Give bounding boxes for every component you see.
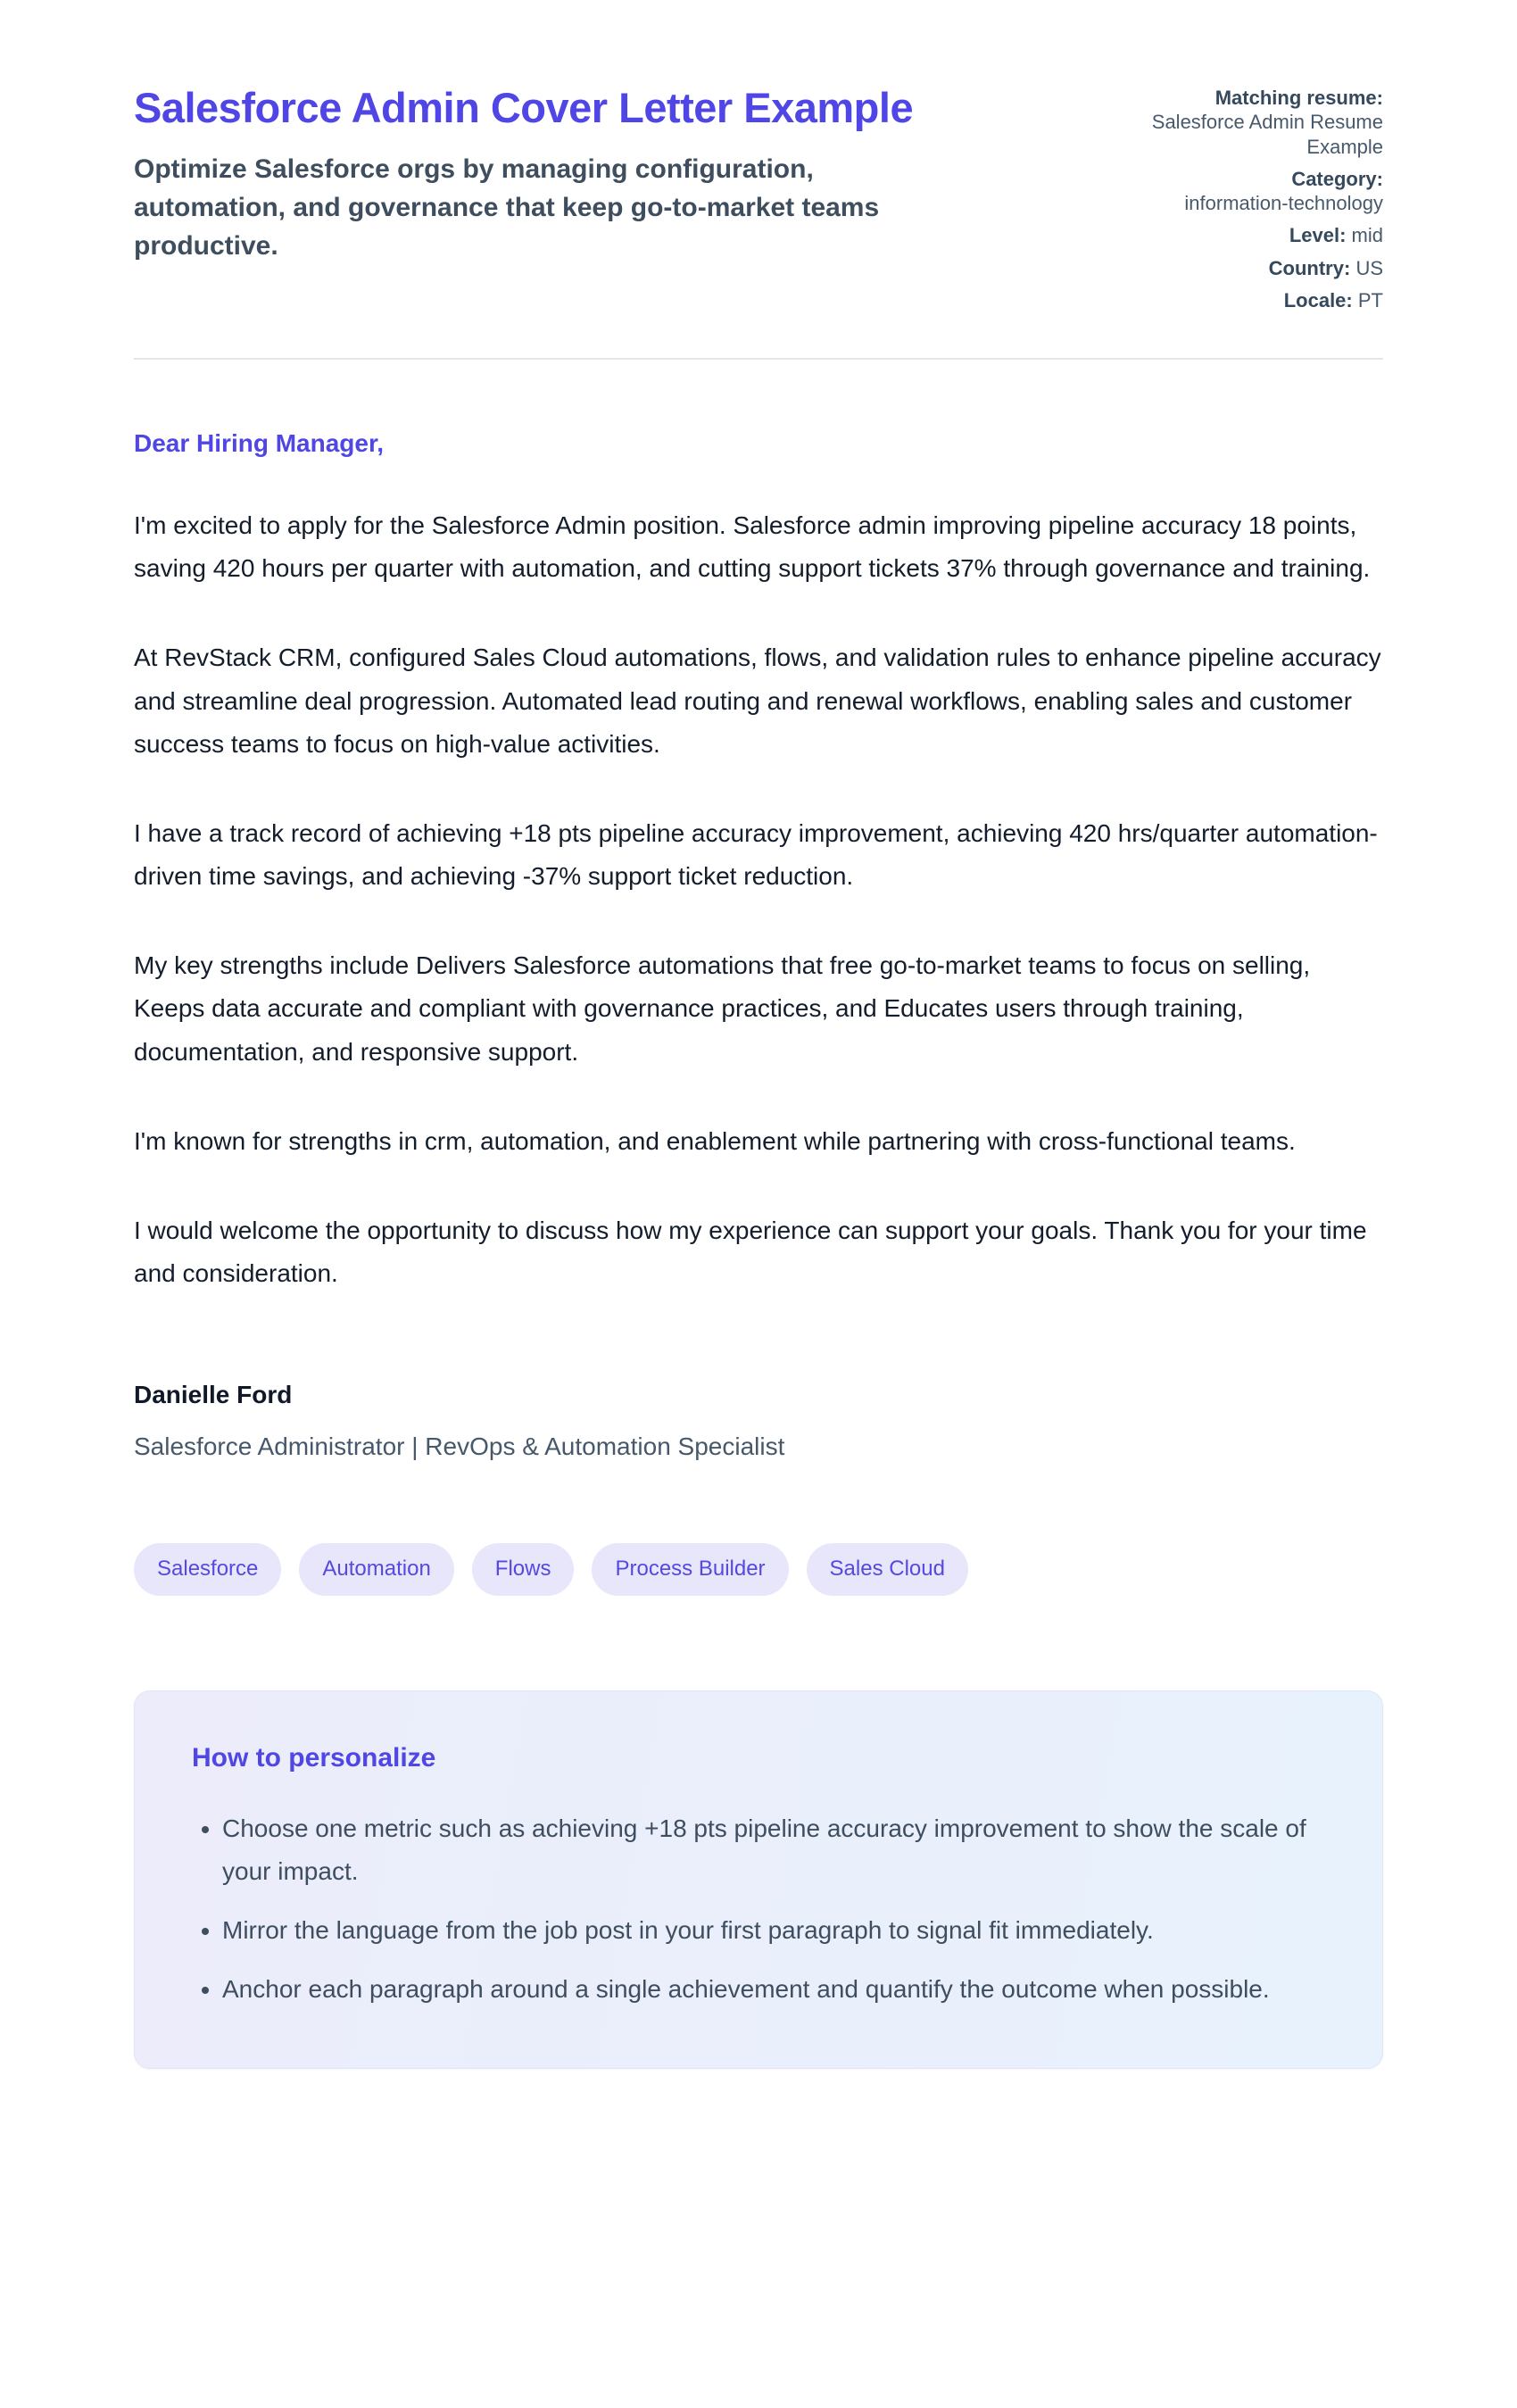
tag-salesforce[interactable]: Salesforce: [134, 1543, 281, 1595]
personalize-tip: • Choose one metric such as achieving +18 pts pipeline accuracy improvement to show the scale of your impact.: [222, 1807, 1325, 1893]
meta-matching-resume-label: Matching resume:: [1214, 87, 1383, 109]
meta-country: [1075, 256, 1383, 280]
meta-category: [1075, 167, 1383, 216]
signature-role: Salesforce Administrator | RevOps & Automation Specialist: [134, 1432, 785, 1461]
page-subtitle: Optimize Salesforce orgs by managing configuration, automation, and governance that keep go-to-market teams productive.: [134, 154, 880, 261]
meta-country-value: US: [1355, 256, 1383, 279]
letter-paragraph: I'm excited to apply for the Salesforce Admin position. Salesforce admin improving pipeline accuracy 18 points, saving 420 hours per quarter with automation, and cutting support tickets 37% through governance and training.: [134, 511, 1371, 583]
meta-country-label: Country:: [1268, 256, 1351, 279]
header-meta-block: [1075, 79, 1383, 320]
tag-process-builder[interactable]: Process Builder: [592, 1543, 788, 1595]
letter-paragraph: I would welcome the opportunity to discuss how my experience can support your goals. Thank you for your time and consideration.: [134, 1216, 1367, 1287]
letter-greeting: Dear Hiring Manager,: [134, 429, 385, 458]
meta-level: [1075, 223, 1383, 247]
header-divider: [134, 358, 1383, 360]
letter-paragraph: I'm known for strengths in crm, automation, and enablement while partnering with cross-functional teams.: [134, 1126, 1296, 1155]
tag-flows[interactable]: Flows: [472, 1543, 575, 1595]
meta-matching-resume-value: Salesforce Admin Resume Example: [1151, 111, 1383, 158]
meta-level-value: mid: [1351, 224, 1383, 247]
page-title: Salesforce Admin Cover Letter Example: [134, 84, 914, 131]
meta-category-value: information-technology: [1184, 192, 1383, 215]
skill-tags-row: [134, 1543, 1383, 1595]
letter-paragraph: I have a track record of achieving +18 pts pipeline accuracy improvement, achieving 420 hrs/quarter automation-driven time savings, and achieving -37% support ticket reduction.: [134, 818, 1378, 891]
meta-locale: [1075, 288, 1383, 312]
page-header: [134, 79, 1383, 320]
how-to-personalize-list: [192, 1807, 1325, 2012]
signature-name: Danielle Ford: [134, 1381, 293, 1409]
personalize-tip: • Anchor each paragraph around a single achievement and quantify the outcome when possible.: [222, 1968, 1325, 2011]
personalize-tip: • Mirror the language from the job post in your first paragraph to signal fit immediately.: [222, 1909, 1325, 1952]
tag-sales-cloud[interactable]: Sales Cloud: [807, 1543, 968, 1595]
meta-category-label: Category:: [1291, 167, 1383, 190]
letter-paragraph: At RevStack CRM, configured Sales Cloud automations, flows, and validation rules to enhance pipeline accuracy and streamline deal progression. Automated lead routing and renewal workflows, enabling sales and customer success teams to focus on high-value activities.: [134, 644, 1381, 758]
how-to-personalize-card: [134, 1690, 1383, 2070]
meta-matching-resume: [1075, 86, 1383, 159]
tag-automation[interactable]: Automation: [299, 1543, 453, 1595]
meta-level-label: Level:: [1289, 224, 1347, 247]
meta-locale-value: PT: [1357, 288, 1383, 311]
meta-locale-label: Locale:: [1283, 288, 1353, 311]
letter-paragraph: My key strengths include Delivers Salesforce automations that free go-to-market teams to focus on selling, Keeps data accurate and compliant with governance practices, and Educates users through training, documentation, and responsive support.: [134, 951, 1311, 1066]
cover-letter-body: [134, 429, 1383, 1461]
header-title-block: [134, 79, 937, 265]
how-to-personalize-heading: How to personalize: [192, 1742, 436, 1773]
